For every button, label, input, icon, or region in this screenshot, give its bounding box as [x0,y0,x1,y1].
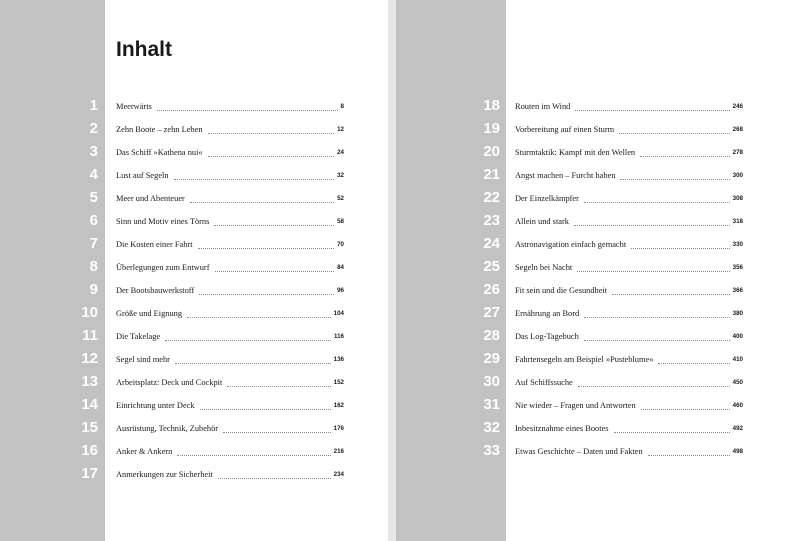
toc-row [515,188,743,208]
dot-leader [584,331,730,341]
chapter-number: 24 [483,235,500,252]
chapter-number: 10 [81,304,98,321]
toc-entry [396,188,791,208]
page-number: 32 [337,171,344,179]
toc-entry [0,372,388,392]
chapter-title: Vorbereitung auf einen Sturm [515,124,615,134]
chapter-number: 22 [483,189,500,206]
chapter-number: 8 [89,258,98,275]
dot-leader [648,446,730,456]
toc-row [515,349,743,369]
dot-leader [177,446,330,456]
chapter-title: Zehn Boote – zehn Leben [116,124,203,134]
chapter-number: 26 [483,281,500,298]
toc-entry [396,303,791,323]
chapter-number: 7 [89,235,98,252]
chapter-number: 3 [89,143,98,160]
dot-leader [631,239,730,249]
dot-leader [584,193,730,203]
chapter-number: 25 [483,258,500,275]
page-number: 400 [732,332,743,340]
page-number: 498 [732,447,743,455]
toc-entry [0,418,388,438]
chapter-number: 23 [483,212,500,229]
page-number: 24 [337,148,344,156]
toc-row [116,395,344,415]
dot-leader [208,124,335,134]
toc-entry [396,96,791,116]
page-number: 308 [732,194,743,202]
chapter-title: Die Kosten einer Fahrt [116,239,193,249]
toc-entry [396,119,791,139]
chapter-title: Inbesitznahme eines Bootes [515,423,609,433]
dot-leader [575,101,729,111]
dot-leader [619,124,730,134]
dot-leader [199,285,334,295]
toc-row [116,119,344,139]
toc-entry [396,418,791,438]
dot-leader [198,239,335,249]
toc-row [116,441,344,461]
left-page [0,0,388,541]
chapter-number: 9 [89,281,98,298]
chapter-number: 5 [89,189,98,206]
page-number: 52 [337,194,344,202]
toc-row [116,464,344,484]
chapter-number: 16 [81,442,98,459]
page-number: 58 [337,217,344,225]
dot-leader [215,262,335,272]
page-number: 216 [333,447,344,455]
chapter-title: Größe und Eignung [116,308,183,318]
chapter-number: 29 [483,350,500,367]
chapter-title: Sinn und Motiv eines Törns [116,216,210,226]
toc-row [515,280,743,300]
toc-entry [0,142,388,162]
toc-row [515,326,743,346]
dot-leader [227,377,330,387]
dot-leader [620,170,729,180]
toc-row [116,349,344,369]
toc-entry [0,165,388,185]
chapter-number: 12 [81,350,98,367]
page-number: 96 [337,286,344,294]
toc-row [515,96,743,116]
toc-row [515,372,743,392]
toc-row [515,395,743,415]
chapter-number: 30 [483,373,500,390]
chapter-number: 4 [89,166,98,183]
dot-leader [157,101,338,111]
chapter-number: 21 [483,166,500,183]
chapter-title: Der Einzelkämpfer [515,193,579,203]
chapter-number: 13 [81,373,98,390]
chapter-title: Meer und Abenteuer [116,193,185,203]
toc-entry [396,165,791,185]
right-page [396,0,791,541]
page-number: 84 [337,263,344,271]
chapter-title: Sturmtaktik: Kampf mit den Wellen [515,147,636,157]
toc-row [116,96,344,116]
toc-row [515,165,743,185]
page-number: 234 [333,470,344,478]
chapter-title: Fit sein und die Gesundheit [515,285,608,295]
toc-entry [396,211,791,231]
chapter-number: 27 [483,304,500,321]
toc-entry [0,119,388,139]
page-number: 162 [333,401,344,409]
toc-entry [396,441,791,461]
chapter-title: Einrichtung unter Deck [116,400,195,410]
toc-entry [0,326,388,346]
toc-entry [0,234,388,254]
dot-leader [640,147,730,157]
chapter-number: 19 [483,120,500,137]
page-title: Inhalt [116,38,172,61]
dot-leader [612,285,730,295]
dot-leader [187,308,331,318]
toc-row [515,441,743,461]
toc-row [116,165,344,185]
toc-entry [396,326,791,346]
toc-row [515,303,743,323]
toc-entry [0,96,388,116]
page-number: 492 [732,424,743,432]
page-number: 268 [732,125,743,133]
page-number: 330 [732,240,743,248]
page-number: 70 [337,240,344,248]
chapter-number: 15 [81,419,98,436]
chapter-title: Astronavigation einfach gemacht [515,239,627,249]
page-number: 300 [732,171,743,179]
toc-row [515,119,743,139]
toc-entry [396,372,791,392]
chapter-title: Segeln bei Nacht [515,262,573,272]
page-number: 410 [732,355,743,363]
chapter-title: Das Schiff »Kathena nui« [116,147,203,157]
page-number: 380 [732,309,743,317]
chapter-number: 20 [483,143,500,160]
chapter-number: 32 [483,419,500,436]
page-number: 356 [732,263,743,271]
chapter-title: Allein und stark [515,216,569,226]
page-number: 366 [732,286,743,294]
toc-row [515,211,743,231]
dot-leader [577,262,729,272]
page-number: 278 [732,148,743,156]
chapter-number: 18 [483,97,500,114]
dot-leader [574,216,730,226]
dot-leader [214,216,334,226]
chapter-number: 17 [81,465,98,482]
chapter-number: 1 [89,97,98,114]
dot-leader [218,469,331,479]
toc-row [116,257,344,277]
page-number: 136 [333,355,344,363]
chapter-title: Meerwärts [116,101,152,111]
page-number: 318 [732,217,743,225]
chapter-title: Angst machen – Furcht haben [515,170,616,180]
chapter-number: 2 [89,120,98,137]
toc-row [116,326,344,346]
chapter-number: 28 [483,327,500,344]
page-number: 176 [333,424,344,432]
chapter-title: Anmerkungen zur Sicherheit [116,469,213,479]
dot-leader [165,331,331,341]
chapter-title: Etwas Geschichte – Daten und Fakten [515,446,643,456]
dot-leader [578,377,730,387]
chapter-title: Die Takelage [116,331,161,341]
page-number: 116 [334,332,344,340]
toc-row [515,257,743,277]
page-number: 246 [732,102,743,110]
toc-row [515,418,743,438]
toc-row [515,234,743,254]
toc-row [116,211,344,231]
toc-entry [0,257,388,277]
toc-entry [396,142,791,162]
toc-entry [396,234,791,254]
toc-row [116,142,344,162]
toc-entry [0,441,388,461]
toc-entry [396,280,791,300]
dot-leader [174,170,335,180]
toc-row [116,234,344,254]
dot-leader [223,423,331,433]
chapter-title: Überlegungen zum Entwurf [116,262,210,272]
toc-row [515,142,743,162]
toc-entry [396,395,791,415]
chapter-title: Anker & Ankern [116,446,173,456]
chapter-number: 31 [483,396,500,413]
chapter-title: Routen im Wind [515,101,571,111]
toc-row [116,372,344,392]
toc-entry [0,349,388,369]
chapter-number: 6 [89,212,98,229]
dot-leader [658,354,729,364]
toc-row [116,280,344,300]
toc-entry [0,464,388,484]
chapter-number: 33 [483,442,500,459]
chapter-title: Das Log-Tagebuch [515,331,579,341]
chapter-title: Lust auf Segeln [116,170,169,180]
toc-entry [0,188,388,208]
chapter-number: 11 [82,327,98,344]
chapter-title: Der Bootsbauwerkstoff [116,285,195,295]
page-number: 12 [337,125,344,133]
chapter-number: 14 [81,396,98,413]
page-number: 460 [732,401,743,409]
page-number: 104 [333,309,344,317]
toc-entry [396,257,791,277]
page-number: 8 [340,102,344,110]
chapter-title: Ausrüstung, Technik, Zubehör [116,423,219,433]
chapter-title: Arbeitsplatz: Deck und Cockpit [116,377,223,387]
toc-entry [0,211,388,231]
toc-row [116,188,344,208]
chapter-title: Auf Schiffssuche [515,377,573,387]
dot-leader [584,308,729,318]
chapter-title: Nie wieder – Fragen und Antworten [515,400,636,410]
toc-entry [0,395,388,415]
dot-leader [614,423,730,433]
dot-leader [200,400,331,410]
toc-row [116,303,344,323]
toc-row [116,418,344,438]
chapter-title: Segel sind mehr [116,354,170,364]
chapter-title: Fahrtensegeln am Beispiel »Pusteblume« [515,354,654,364]
dot-leader [641,400,730,410]
page-number: 450 [732,378,743,386]
dot-leader [175,354,331,364]
chapter-title: Ernährung an Bord [515,308,580,318]
toc-entry [396,349,791,369]
dot-leader [190,193,334,203]
dot-leader [208,147,335,157]
toc-entry [0,280,388,300]
toc-entry [0,303,388,323]
page-number: 152 [333,378,344,386]
